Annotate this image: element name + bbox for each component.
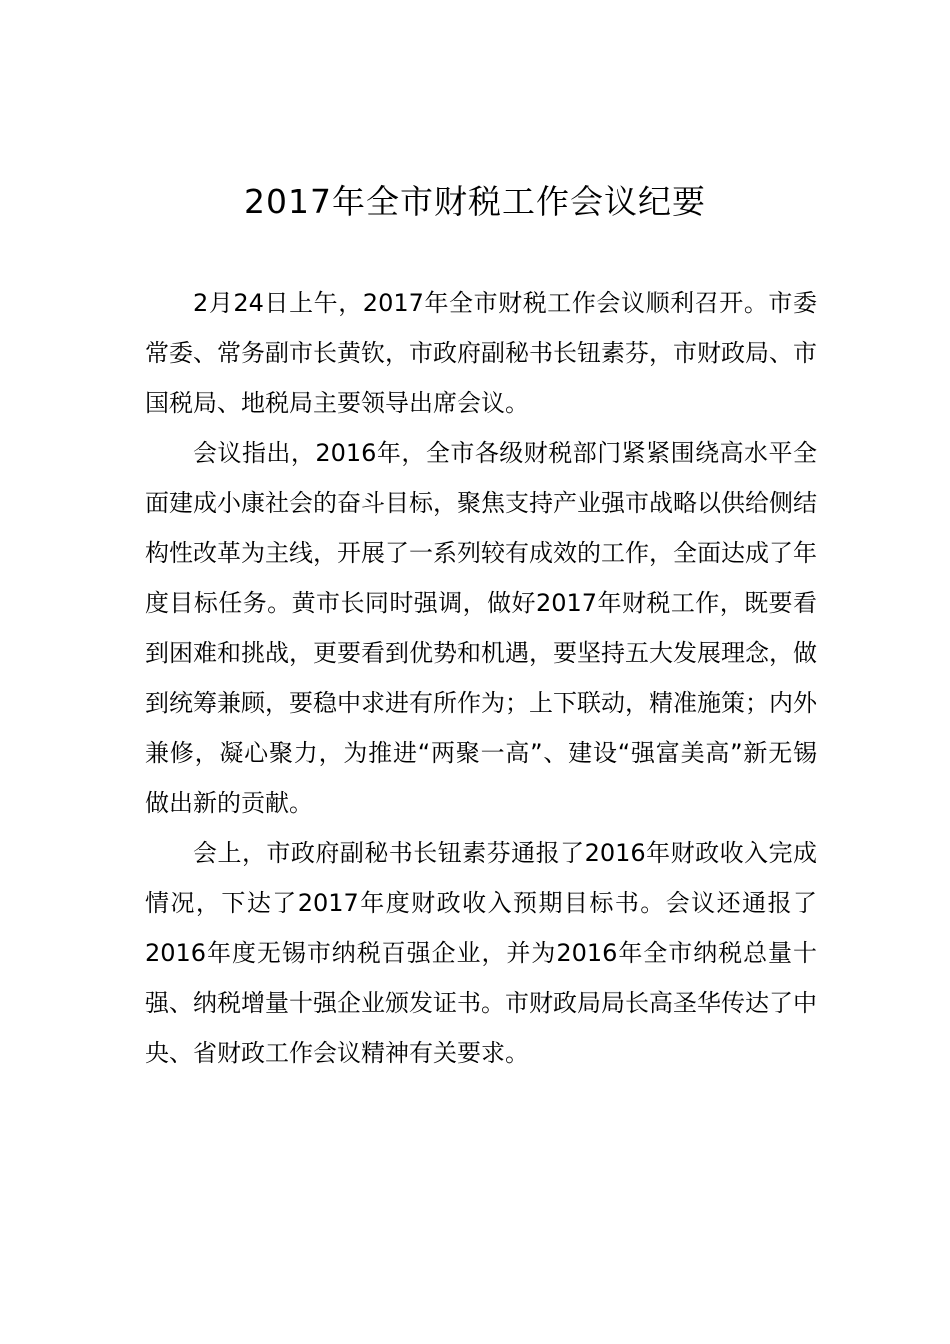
document-body	[145, 278, 817, 1078]
paragraph-meeting-points: 会议指出，2016年，全市各级财税部门紧紧围绕高水平全面建成小康社会的奋斗目标，聚焦支持产业强市战略以供给侧结构性改革为主线，开展了一系列较有成效的工作，全面达成了年度目标任务。黄市长同时强调，做好2017年财税工作，既要看到困难和挑战，更要看到优势和机遇，要坚持五大发展理念，做到统筹兼顾，要稳中求进有所作为；上下联动，精准施策；内外兼修，凝心聚力，为推进“两聚一高”、建设“强富美高”新无锡做出新的贡献。	[145, 439, 817, 817]
document-title: 2017年全市财税工作会议纪要	[244, 182, 706, 221]
paragraph-meeting-opening: 2月24日上午，2017年全市财税工作会议顺利召开。市委常委、常务副市长黄钦，市政府副秘书长钮素芬，市财政局、市国税局、地税局主要领导出席会议。	[145, 289, 817, 417]
paragraph-meeting-notices: 会上，市政府副秘书长钮素芬通报了2016年财政收入完成情况，下达了2017年度财政收入预期目标书。会议还通报了2016年度无锡市纳税百强企业，并为2016年全市纳税总量十强、纳税增量十强企业颁发证书。市财政局局长高圣华传达了中央、省财政工作会议精神有关要求。	[145, 839, 817, 1067]
